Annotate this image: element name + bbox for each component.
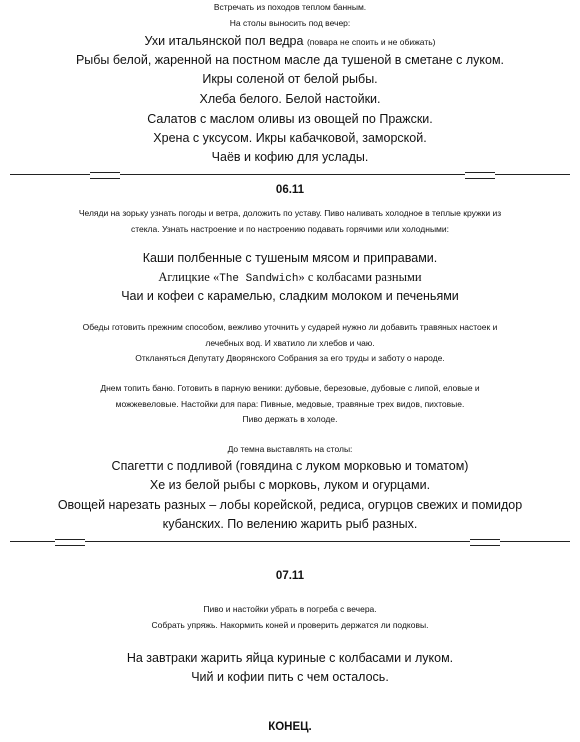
text-line: На столы выносить под вечер: xyxy=(229,18,351,28)
section-divider xyxy=(10,539,570,545)
text-line: Пиво держать в холоде. xyxy=(242,414,338,424)
menu-line xyxy=(0,270,580,285)
ending-title: КОНЕЦ. xyxy=(268,721,312,733)
menu-line: Овощей нарезать разных – лобы корейской, редиса, огурцов свежих и помидор xyxy=(57,498,523,512)
menu-item-text: » с колбасами разными xyxy=(298,270,422,284)
text-line: стекла. Узнать настроение и по настроению подавать горячими или холодными: xyxy=(130,224,450,234)
menu-line: Икры соленой от белой рыбы. xyxy=(202,72,378,86)
section-date: 07.11 xyxy=(275,570,305,582)
menu-line: Чаи и кофеи с карамелью, сладким молоком и печеньями xyxy=(121,289,459,303)
text-line: можжевеловые. Настойки для пара: Пивные, медовые, травяные трех видов, пихтовые. xyxy=(115,399,465,409)
text-line: Откланяться Депутату Дворянского Собрания за его труды и заботу о народе. xyxy=(135,353,445,363)
text-line: Пиво и настойки убрать в погреба с вечера. xyxy=(203,604,377,614)
menu-line: Хлеба белого. Белой настойки. xyxy=(199,92,381,106)
menu-line xyxy=(0,34,580,48)
menu-item-mono: The Sandwich xyxy=(219,273,299,285)
menu-item-text: Аглицкие « xyxy=(158,270,220,284)
text-line: лечебных вод. И хватило ли хлебов и чаю. xyxy=(205,338,375,348)
text-line: Челяди на зорьку узнать погоды и ветра, доложить по уставу. Пиво наливать холодное в теплые кружки из xyxy=(78,208,502,218)
text-line: Обеды готовить прежним способом, вежливо уточнить у сударей нужно ли добавить травяных настоек и xyxy=(82,322,498,332)
text-line: Днем топить баню. Готовить в парную веники: дубовые, березовые, дубовые с липой, еловые и xyxy=(100,383,480,393)
menu-item-note: (повара не споить и не обижать) xyxy=(306,37,436,47)
menu-line: кубанских. По велению жарить рыб разных. xyxy=(162,517,418,531)
menu-line: Чаёв и кофию для услады. xyxy=(211,150,369,164)
menu-line: Чий и кофии пить с чем осталось. xyxy=(191,670,389,684)
section-date: 06.11 xyxy=(275,184,305,196)
menu-line: Салатов с маслом оливы из овощей по Пражски. xyxy=(147,112,433,126)
section-divider xyxy=(10,172,570,178)
menu-line: Спагетти с подливой (говядина с луком морковью и томатом) xyxy=(111,459,469,473)
menu-line: На завтраки жарить яйца куриные с колбасами и луком. xyxy=(126,651,454,665)
text-line: Собрать упряжь. Накормить коней и проверить держатся ли подковы. xyxy=(151,620,429,630)
menu-line: Хе из белой рыбы с морковь, луком и огурцами. xyxy=(149,478,431,492)
menu-item-text: Ухи итальянской пол ведра xyxy=(144,34,307,48)
menu-line: Хрена с уксусом. Икры кабачковой, заморской. xyxy=(153,131,427,145)
text-line: До темна выставлять на столы: xyxy=(227,444,353,454)
menu-line: Каши полбенные с тушеным мясом и приправами. xyxy=(142,251,438,265)
menu-line: Рыбы белой, жаренной на постном масле да тушеной в сметане с луком. xyxy=(75,53,505,67)
text-line: Встречать из походов теплом банным. xyxy=(213,2,367,12)
